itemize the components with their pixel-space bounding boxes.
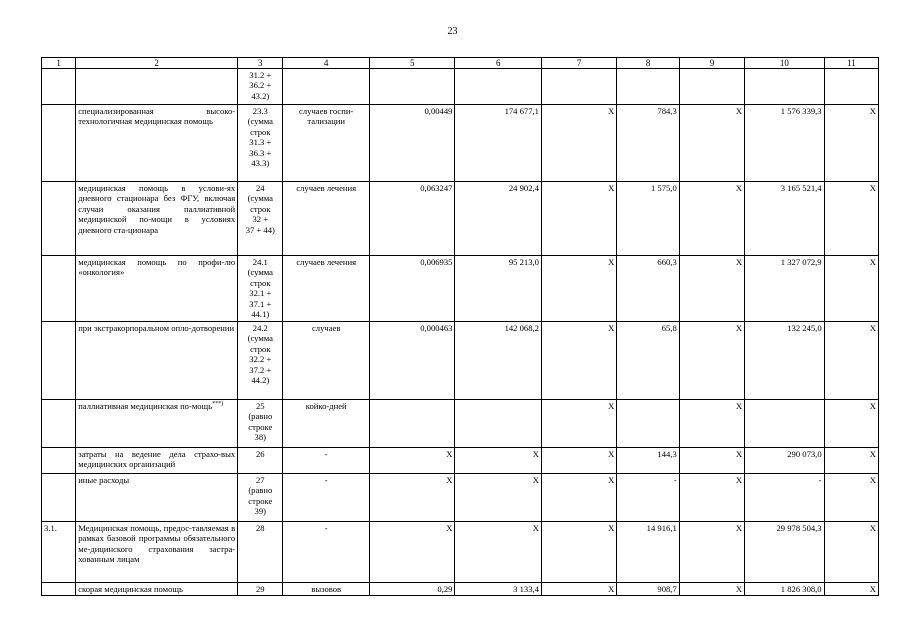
cell-text: паллиативная медицинская по-мощь — [78, 401, 213, 411]
cell-col-3: 26 — [238, 448, 283, 474]
cell-col-2: медицинская помощь в услови-ях дневного стационара без ФГУ, включая случаи оказания паллиативной медицинской по-мощи в условиях дневного ста-ционара — [76, 182, 238, 256]
cell-col-8 — [617, 69, 679, 105]
header-cell: 2 — [76, 58, 238, 69]
cell-col-8: 144,3 — [617, 448, 679, 474]
header-cell: 1 — [42, 58, 76, 69]
cell-col-7: X — [541, 105, 616, 182]
cell-col-4 — [283, 69, 370, 105]
cell-col-5 — [369, 69, 455, 105]
cell-col-1 — [42, 583, 76, 596]
header-cell: 9 — [679, 58, 744, 69]
cell-col-5 — [369, 400, 455, 448]
cell-col-4: койко-дней — [283, 400, 370, 448]
cell-col-11: X — [824, 522, 878, 583]
cell-col-7: X — [541, 448, 616, 474]
cell-col-1 — [42, 474, 76, 522]
cell-col-9: X — [679, 322, 744, 400]
cell-col-11: X — [824, 448, 878, 474]
cell-col-10: 290 073,0 — [745, 448, 824, 474]
cell-col-9: X — [679, 522, 744, 583]
header-cell: 4 — [283, 58, 370, 69]
cell-col-9: X — [679, 400, 744, 448]
cell-col-1 — [42, 256, 76, 322]
cell-col-5: 0,006935 — [369, 256, 455, 322]
cell-col-6: X — [455, 474, 542, 522]
table-row — [42, 322, 879, 400]
cell-col-7: X — [541, 474, 616, 522]
cell-col-7: X — [541, 522, 616, 583]
cell-col-1: 3.1. — [42, 522, 76, 583]
table-row — [42, 474, 879, 522]
cell-col-3: 29 — [238, 583, 283, 596]
cell-col-5: 0,063247 — [369, 182, 455, 256]
cell-col-1 — [42, 105, 76, 182]
cell-col-8: 65,8 — [617, 322, 679, 400]
cell-col-5: X — [369, 522, 455, 583]
cell-col-3: 31.2 + 36.2 + 43.2) — [238, 69, 283, 105]
cell-col-2 — [76, 69, 238, 105]
cell-col-5: 0,29 — [369, 583, 455, 596]
cell-col-10: 1 576 339,3 — [745, 105, 824, 182]
cell-col-11: X — [824, 256, 878, 322]
cell-col-11: X — [824, 182, 878, 256]
header-cell: 3 — [238, 58, 283, 69]
cell-col-4: случаев лечения — [283, 256, 370, 322]
cell-col-7: X — [541, 583, 616, 596]
cell-col-5: X — [369, 474, 455, 522]
cell-col-4: - — [283, 448, 370, 474]
table-row — [42, 256, 879, 322]
header-cell: 10 — [745, 58, 824, 69]
cell-col-8: 660,3 — [617, 256, 679, 322]
cell-col-9: X — [679, 182, 744, 256]
cell-col-5: X — [369, 448, 455, 474]
cell-col-10: 1 826 308,0 — [745, 583, 824, 596]
cell-col-7: X — [541, 182, 616, 256]
table-row — [42, 400, 879, 448]
cell-col-2: медицинская помощь по профи-лю «онкология» — [76, 256, 238, 322]
table-row — [42, 69, 879, 105]
cell-col-10: 1 327 072,9 — [745, 256, 824, 322]
header-row — [42, 58, 879, 69]
cell-col-11: X — [824, 105, 878, 182]
cell-col-8: 908,7 — [617, 583, 679, 596]
financing-table — [41, 57, 879, 596]
cell-col-9: X — [679, 256, 744, 322]
cell-col-6 — [455, 69, 542, 105]
cell-col-8: - — [617, 474, 679, 522]
cell-col-10 — [745, 69, 824, 105]
cell-col-11: X — [824, 583, 878, 596]
cell-col-11: X — [824, 400, 878, 448]
cell-col-6 — [455, 400, 542, 448]
cell-col-4: вызовов — [283, 583, 370, 596]
cell-col-8: 14 916,1 — [617, 522, 679, 583]
cell-col-9: X — [679, 105, 744, 182]
cell-col-3: 24.2 (сумма строк 32.2 + 37.2 + 44.2) — [238, 322, 283, 400]
header-cell: 11 — [824, 58, 878, 69]
cell-col-10: 132 245,0 — [745, 322, 824, 400]
cell-col-11 — [824, 69, 878, 105]
cell-col-6: X — [455, 448, 542, 474]
table-row — [42, 583, 879, 596]
cell-col-1 — [42, 448, 76, 474]
table-row — [42, 182, 879, 256]
cell-col-4: случаев лечения — [283, 182, 370, 256]
cell-col-2: скорая медицинская помощь — [76, 583, 238, 596]
cell-col-2: при экстракорпоральном опло-дотворении — [76, 322, 238, 400]
cell-col-3: 28 — [238, 522, 283, 583]
cell-col-8: 784,3 — [617, 105, 679, 182]
cell-col-4: - — [283, 474, 370, 522]
cell-col-6: X — [455, 522, 542, 583]
cell-col-11: X — [824, 474, 878, 522]
cell-col-3: 23.3 (сумма строк 31.3 + 36.3 + 43.3) — [238, 105, 283, 182]
cell-col-11: X — [824, 322, 878, 400]
header-cell: 8 — [617, 58, 679, 69]
cell-col-1 — [42, 182, 76, 256]
cell-col-8: 1 575,0 — [617, 182, 679, 256]
cell-col-7: X — [541, 400, 616, 448]
cell-col-10: 29 978 504,3 — [745, 522, 824, 583]
table-row — [42, 522, 879, 583]
cell-col-2: затраты на ведение дела страхо-вых медицинских организаций — [76, 448, 238, 474]
cell-col-9: X — [679, 474, 744, 522]
cell-col-7: X — [541, 322, 616, 400]
cell-col-7 — [541, 69, 616, 105]
cell-col-6: 174 677,1 — [455, 105, 542, 182]
cell-col-10: 3 165 521,4 — [745, 182, 824, 256]
cell-col-4: - — [283, 522, 370, 583]
cell-col-2 — [76, 400, 238, 448]
cell-col-1 — [42, 400, 76, 448]
header-cell: 7 — [541, 58, 616, 69]
table-row — [42, 448, 879, 474]
page-number: 23 — [447, 26, 458, 37]
cell-col-7: X — [541, 256, 616, 322]
cell-col-3: 24.1 (сумма строк 32.1 + 37.1 + 44.1) — [238, 256, 283, 322]
cell-col-5: 0,00449 — [369, 105, 455, 182]
cell-col-5: 0,000463 — [369, 322, 455, 400]
cell-col-1 — [42, 322, 76, 400]
cell-col-10: - — [745, 474, 824, 522]
cell-col-2: специализированная высоко-технологичная медицинская помощь — [76, 105, 238, 182]
table-row — [42, 105, 879, 182]
cell-col-8 — [617, 400, 679, 448]
cell-col-9 — [679, 69, 744, 105]
cell-col-4: случаев госпи- тализации — [283, 105, 370, 182]
header-cell: 5 — [369, 58, 455, 69]
cell-col-1 — [42, 69, 76, 105]
cell-col-6: 95 213,0 — [455, 256, 542, 322]
header-cell: 6 — [455, 58, 542, 69]
cell-col-3: 24 (сумма строк 32 + 37 + 44) — [238, 182, 283, 256]
cell-col-4: случаев — [283, 322, 370, 400]
cell-col-3: 25 (равно строке 38) — [238, 400, 283, 448]
cell-col-10 — [745, 400, 824, 448]
cell-col-6: 24 902,4 — [455, 182, 542, 256]
cell-col-9: X — [679, 583, 744, 596]
cell-col-9: X — [679, 448, 744, 474]
footnote-mark: ***) — [212, 401, 224, 408]
cell-col-6: 142 068,2 — [455, 322, 542, 400]
cell-col-2: иные расходы — [76, 474, 238, 522]
cell-col-6: 3 133,4 — [455, 583, 542, 596]
cell-col-2: Медицинская помощь, предос-тавляемая в рамках базовой программы обязательного ме-дицинского страхования застра-хованным лицам — [76, 522, 238, 583]
cell-col-3: 27 (равно строке 39) — [238, 474, 283, 522]
